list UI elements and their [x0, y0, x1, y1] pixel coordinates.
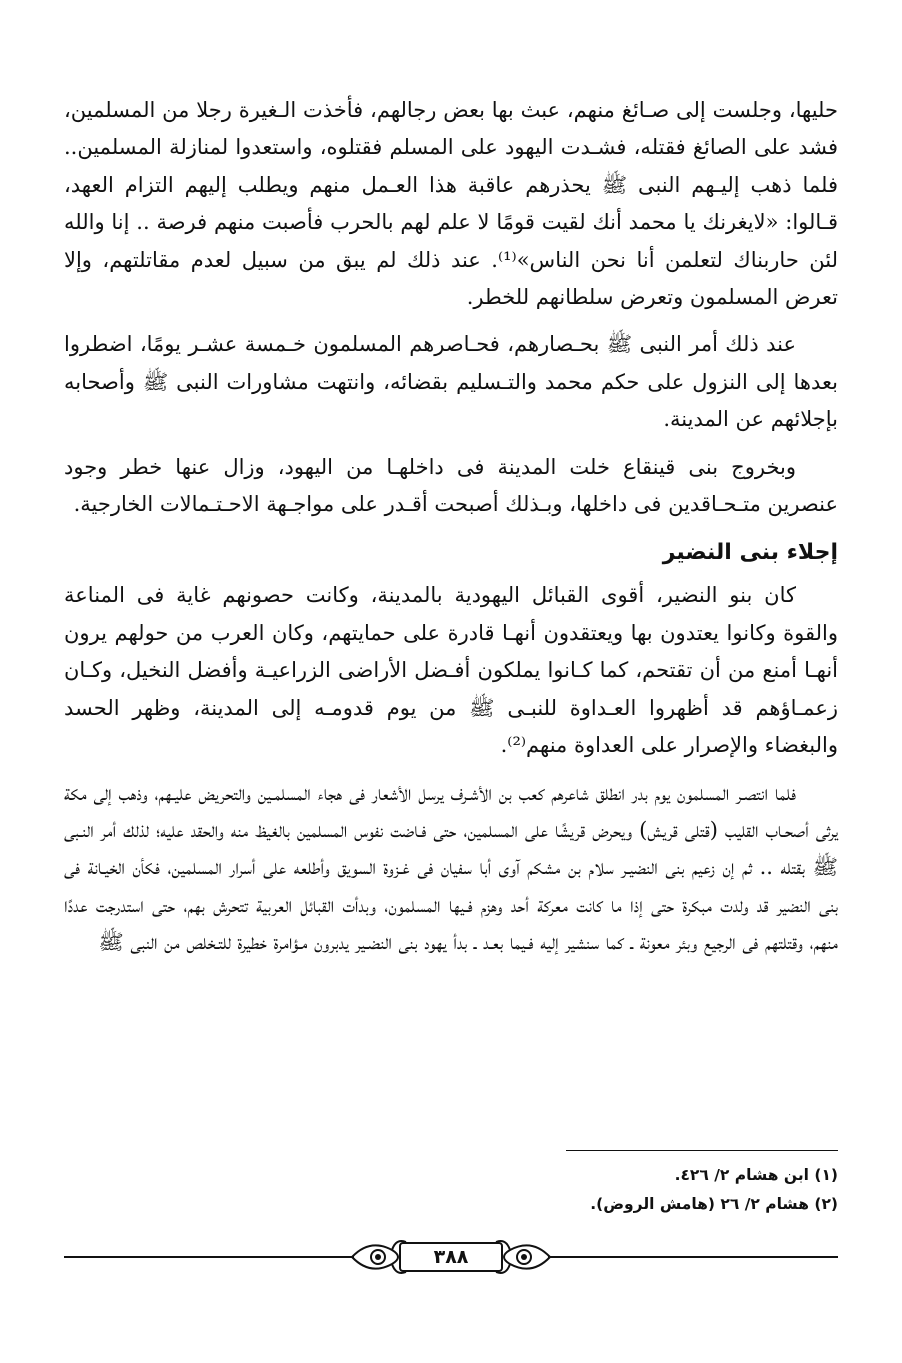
page-number: ٣٨٨ — [433, 1246, 469, 1268]
section-heading: إجلاء بنى النضير — [662, 540, 838, 566]
footnote-divider — [566, 1150, 838, 1151]
main-text — [64, 92, 838, 972]
footnote-2: (٢) هشام ٢/ ٢٦ (هامش الروض). — [590, 1195, 838, 1213]
footer-rule-right — [548, 1256, 838, 1258]
footnote-1: (١) ابن هشام ٢/ ٤٢٦. — [674, 1166, 838, 1184]
footer-rule-left — [64, 1256, 354, 1258]
paragraph-3: وبخروج بنى قينقاع خلت المدينة فى داخلهـا من اليهود، وزال عنها خطر وجود عنصرين متـحـاقدين فى داخلها، وبـذلك أصبحت أقـدر على مواجـهة الاحـتـمالات الخارجية. — [64, 454, 838, 517]
paragraph-4: كان بنو النضير، أقوى القبائل اليهودية بالمدينة، وكانت حصونهم غاية فى المناعة والقوة وكانوا يعتدون بها ويعتقدون أنهـا قادرة على حمايتهم، وكان العرب من حولهم يرون أنهـا أمنع من أن تقتحم، كما كـانوا يملكون أفـضل الأراضى الزراعيـة وأفضل النخيل، وكـان زعمـاؤهم قد أظهروا العـداوة للنبـى ﷺ من يوم قدومـه إلى المدينة، وظهر الحسد والبغضاء والإصرار على العداوة منهم⁽²⁾. — [64, 583, 838, 758]
paragraph-1: حليها، وجلست إلى صـائغ منهم، عبث بها بعض رجالهم، فأخذت الـغيرة رجلا من المسلمين، فشد على الصائغ فقتله، فشـدت اليهود على المسلم فقتلوه، واستعدوا لمنازلة المسلمين.. فلما ذهب إليـهم النبى ﷺ يحذرهم عاقبة هذا العـمل منهم ويطلب إليهم التزام العهد، قـالوا: «لايغرنك يا محمد أنك لقيت قومًا لا علم لهم بالحرب فأصبت منهم فرصة .. إنا والله لئن حاربناك لتعلمن أنا نحن الناس»⁽¹⁾. عند ذلك لم يبق من سبيل لعدم مقاتلتهم، وإلا تعرض المسلمون وتعرض سلطانهم للخطر. — [64, 98, 838, 310]
page-footer — [64, 1232, 838, 1282]
paragraph-2: عند ذلك أمر النبى ﷺ بحـصارهم، فحـاصرهم المسلمون خـمسة عشـر يومًا، اضطروا بعدها إلى النزول على حكم محمد والتـسليم بقضائه، وانتهت مشاورات النبى ﷺ وأصحابه بإجلائهم عن المدينة. — [64, 332, 838, 432]
footnotes — [64, 1150, 838, 1219]
paragraph-5: فلما انتصـر المسلمون يوم بدر انطلق شاعرهم كعب بن الأشـرف يرسل الأشعار فى هجاء المسلمـين والتحريض عليـهم، وذهب إلى مكة يرثى أصحـاب القليب (قتلى قريش) ويحرض قريشًا على المسلمين، حتى فـاضت نفوس المسلمين بالغيظ منه والحقد عليه؛ لذلك أمر النـبى ﷺ بقتله .. ثم إن زعيم بنى النضيـر سلام بن مشكم آوى أبا سفيان فى غـزوة السويق وأطلعه على أسرار المسلمين، فكأن الخيـانة فى بنى النضير قد ولدت مبكرة حتى إذا ما كانت معركة أحد وهزم فـيها المسلمون، وبدأت القبائل العربية تتحرش بهم، حتى استدرجت عددًا منهم، وقتلتهم فى الرجيع وبئر معونة ـ كما سنشير إليه فـيما بعـد ـ بدأ يهود بنى النضـير يدبرون مـؤامرة خطيرة للتـخلص من النبى ﷺ — [64, 780, 838, 955]
